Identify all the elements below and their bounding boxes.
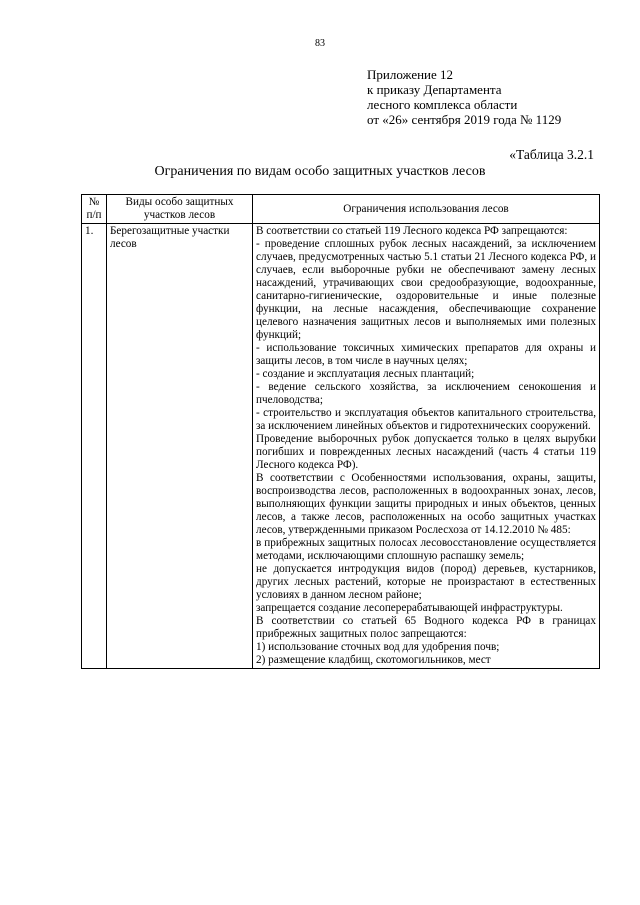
restriction-paragraph: В соответствии с Особенностями использования, охраны, защиты, воспроизводства лесов, расположенных в водоохранных зонах, лесов, выполняющих функции защиты природных и иных объектов, ценных лесов, а также лесов, расположенных на особо защитных участках лесов, утвержденными приказом Рослесхоза от 14.12.2010 № 485:	[256, 472, 596, 536]
restriction-paragraph: - ведение сельского хозяйства, за исключением сенокошения и пчеловодства;	[256, 381, 596, 406]
table-header-row	[82, 195, 600, 224]
restriction-paragraph: В соответствии со статьей 119 Лесного кодекса РФ запрещаются:	[256, 225, 568, 237]
restriction-paragraph: запрещается создание лесоперерабатывающей инфраструктуры.	[256, 602, 563, 614]
header-area-type: Виды особо защитных участков лесов	[107, 195, 253, 224]
appendix-line-3: лесного комплекса области	[367, 97, 518, 112]
row-number: 1.	[82, 224, 107, 669]
restriction-paragraph: В соответствии со статьей 65 Водного кодекса РФ в границах прибрежных защитных полос запрещаются:	[256, 615, 596, 640]
restrictions-table	[81, 194, 600, 669]
restriction-paragraph: 1) использование сточных вод для удобрения почв;	[256, 641, 500, 653]
page-number: 83	[315, 38, 325, 49]
restriction-paragraph: - использование токсичных химических препаратов для охраны и защиты лесов, в том числе в научных целях;	[256, 342, 596, 367]
row-restrictions	[253, 224, 600, 669]
restriction-paragraph: - строительство и эксплуатация объектов капитального строительства, за исключением линейных объектов и гидротехнических сооружений.	[256, 407, 596, 432]
appendix-line-1: Приложение 12	[367, 67, 454, 82]
appendix-line-2: к приказу Департамента	[367, 82, 502, 97]
restriction-paragraph: - проведение сплошных рубок лесных насаждений, за исключением случаев, предусмотренных частью 5.1 статьи 21 Лесного кодекса РФ, и случаев, если выборочные рубки не обеспечивают замену лесных насаждений, утрачивающих свои средообразующие, водоохранные, санитарно-гигиенические, оздоровительные и иные полезные функции, на лесные насаждения, обеспечивающие сохранение целевого назначения защитных лесов и выполняемых ими полезных функций;	[256, 238, 596, 341]
restriction-paragraph: в прибрежных защитных полосах лесовосстановление осуществляется методами, исключающими сплошную распашку земель;	[256, 537, 596, 562]
appendix-line-4: от «26» сентября 2019 года № 1129	[367, 112, 562, 127]
table-title: Ограничения по видам особо защитных участков лесов	[154, 164, 486, 179]
table-row	[82, 224, 600, 669]
restriction-paragraph: 2) размещение кладбищ, скотомогильников, мест	[256, 654, 491, 666]
restriction-paragraph: Проведение выборочных рубок допускается только в целях вырубки погибших и поврежденных лесных насаждений (часть 4 статьи 119 Лесного кодекса РФ).	[256, 433, 596, 471]
header-number: № п/п	[82, 195, 107, 224]
restriction-paragraph: не допускается интродукция видов (пород) деревьев, кустарников, других лесных растений, которые не произрастают в естественных условиях в данном лесном районе;	[256, 563, 596, 601]
table-reference: «Таблица 3.2.1	[509, 147, 594, 162]
appendix-block	[367, 67, 561, 127]
restriction-paragraph: - создание и эксплуатация лесных плантаций;	[256, 368, 475, 380]
row-area-type: Берегозащитные участки лесов	[107, 224, 253, 669]
header-restrictions: Ограничения использования лесов	[253, 195, 600, 224]
